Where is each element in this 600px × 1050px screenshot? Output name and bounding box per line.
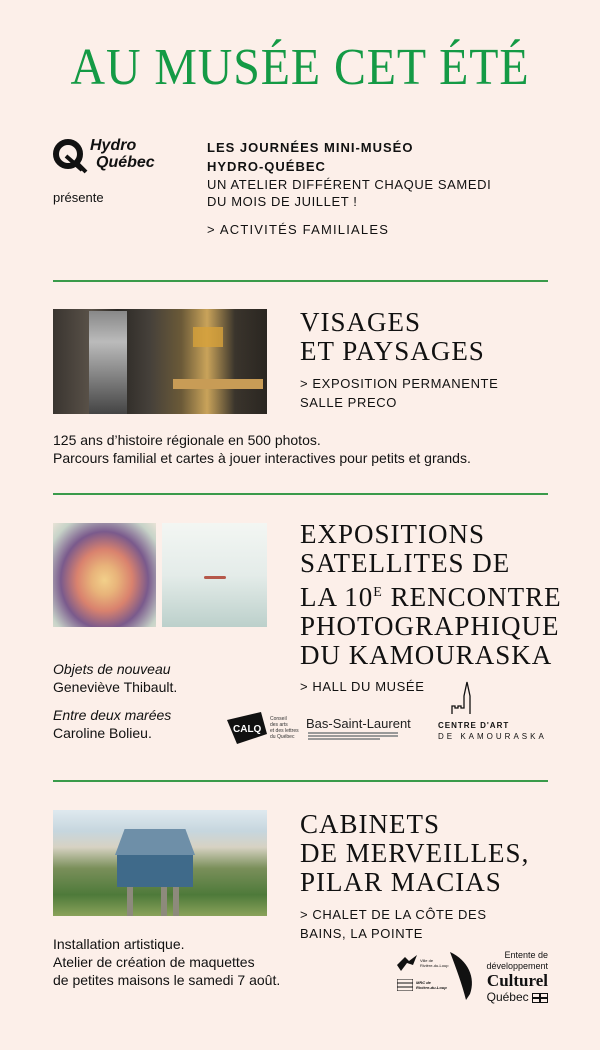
cabinets-title-1: CABINETS [300,809,441,839]
visages-location-1[interactable]: > EXPOSITION PERMANENTE [300,376,499,391]
visages-title-1: VISAGES [300,307,422,337]
bas-saint-laurent-logo: Bas-Saint-Laurent [306,716,411,731]
hydro-quebec-logo-text [88,137,155,171]
visages-location-2: SALLE PRECO [300,395,397,410]
satellites-title [300,520,562,670]
cabinets-location-2: BAINS, LA POINTE [300,926,424,941]
visages-title-2: ET PAYSAGES [300,336,485,366]
cabinets-description [53,935,280,989]
cabinets-desc-2: Atelier de création de maquettes [53,954,255,970]
cabinets-title-2: DE MERVEILLES, [300,838,530,868]
misty-water-photo [162,523,267,627]
work-2-artist: Caroline Bolieu. [53,725,152,741]
visages-location [300,374,498,412]
riviere-du-loup-logos: Ville de Rivière-du-Loup MRC de Rivière-du-Loup [397,955,448,991]
visages-desc-1: 125 ans d’histoire régionale en 500 photos. [53,432,321,448]
cabinets-desc-1: Installation artistique. [53,936,185,952]
hall-link[interactable]: > HALL DU MUSÉE [300,679,425,694]
satellites-title-4: PHOTOGRAPHIQUE [300,611,560,641]
castle-icon [451,680,471,716]
cabinets-location-1[interactable]: > CHALET DE LA CÔTE DES [300,907,487,922]
work-2-title: Entre deux marées [53,707,172,723]
mini-museo-title-1: LES JOURNÉES MINI-MUSÉO [207,140,414,155]
abstract-photo [53,523,156,627]
divider [53,280,548,282]
quebec-flag-icon [532,993,548,1003]
divider [53,780,548,782]
miniature-house-photo [53,810,267,916]
visages-title [300,308,485,366]
work-1-title: Objets de nouveau [53,661,171,677]
satellites-title-2: SATELLITES DE [300,548,511,578]
calq-logo-icon [227,712,267,744]
page-title: AU MUSÉE CET ÉTÉ [70,39,530,96]
cabinets-title [300,810,529,897]
mini-museo-title-2: HYDRO-QUÉBEC [207,159,326,174]
presents-label: présente [53,190,104,205]
logo-line-1: Hydro [90,137,137,154]
logo-line-2: Québec [96,154,155,171]
visages-description [53,431,471,467]
mini-museo-block [207,138,491,239]
centre-art-kamouraska-logo: CENTRE D'ART DE KAMOURASKA [438,721,547,741]
calq-description: Conseil des arts et des lettres du Québec [270,716,299,740]
mini-museo-subtitle-1: UN ATELIER DIFFÉRENT CHAQUE SAMEDI [207,177,492,192]
cabinets-desc-3: de petites maisons le samedi 7 août. [53,972,281,988]
cabinets-title-3: PILAR MACIAS [300,867,502,897]
work-1-artist: Geneviève Thibault. [53,679,178,695]
visages-desc-2: Parcours familial et cartes à jouer interactives pour petits et grands. [53,450,471,466]
divider [53,493,548,495]
satellites-title-1: EXPOSITIONS [300,519,486,549]
satellite-works [53,660,177,742]
svg-text:CALQ: CALQ [233,724,262,735]
ville-rdl-icon [397,955,417,971]
bsl-fine-print [308,731,398,741]
family-activities-link[interactable]: > ACTIVITÉS FAMILIALES [207,222,390,237]
mrc-rdl-icon [397,979,413,991]
satellites-title-3: LA $10^E$ RENCONTRE [300,582,562,612]
hydro-quebec-q-icon [52,138,88,174]
entente-culturel-logo: Entente de développement Culturel Québec [486,950,548,1004]
cabinets-location [300,905,487,943]
satellites-title-5: DU KAMOURASKA [300,640,553,670]
mini-museo-subtitle-2: DU MOIS DE JUILLET ! [207,194,358,209]
museum-exhibition-photo [53,309,267,414]
